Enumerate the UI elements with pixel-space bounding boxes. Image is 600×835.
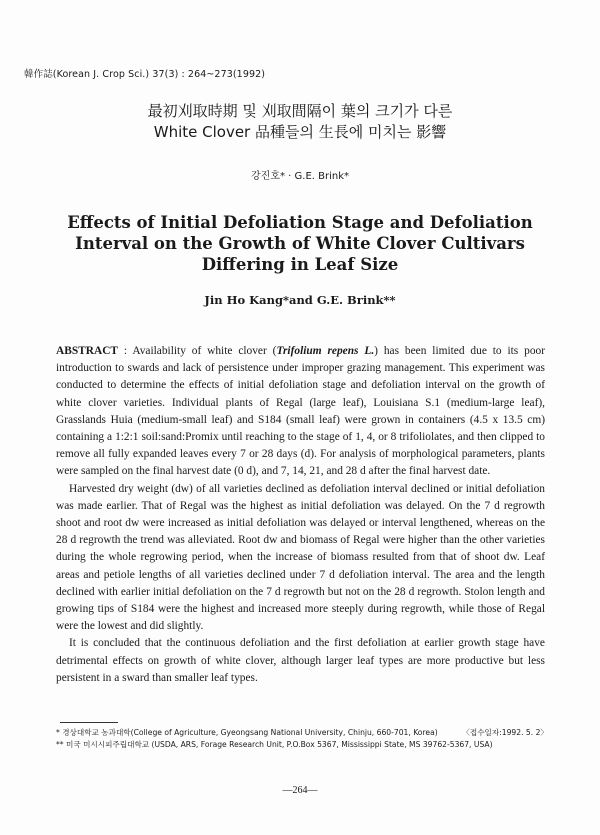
footnote-1: [56, 727, 548, 738]
abstract-p1-rest: ) has been limited due to its poor introduction to swards and lack of persistence under improper grazing management. This experiment was conducted to determine the effects of initial defoliation stage and defoliation interval on the growth of white clover varieties. Individual plants of Regal (large leaf), Louisiana S.1 (medium-large leaf), Grasslands Huia (medium-small leaf) and S184 (small leaf) were grown in containers (4.5 x 13.5 cm) containing a 1:2:1 soil:sand:Promix until reaching to the stage of 1, 4, or 8 trifoliolates, and then clipped to remove all fully expanded leaves every 7 or 28 days (d). For analysis of morphological parameters, plants were sampled on the final harvest date (0 d), and 7, 14, 21, and 28 d after the final harvest date.: [56, 345, 545, 478]
scientific-name: Trifolium repens L.: [276, 345, 375, 357]
english-title-line1: Effects of Initial Defoliation Stage and Defoliation: [67, 213, 533, 232]
footnote-2: ** 미국 미시시피주립대학교 (USDA, ARS, Forage Research Unit, P.O.Box 5367, Mississippi State, MS 39762-5367, USA): [56, 740, 493, 749]
footnote-divider: [60, 722, 118, 723]
korean-title-line2: White Clover 品種들의 生長에 미치는 影響: [153, 123, 447, 141]
abstract-p1-start: Availability of white clover (: [132, 345, 277, 357]
english-title-line3: Differing in Leaf Size: [201, 255, 399, 274]
received-date: 〈접수일자:1992. 5. 2〉: [462, 728, 548, 737]
page-number: —264—: [282, 785, 318, 796]
abstract-paragraph-3: It is concluded that the continuous defoliation and the first defoliation at earlier growth stage have detrimental effects on growth of white clover, although larger leaf types are more productive but less persistent in a sward than smaller leaf types.: [56, 637, 545, 684]
footnote-1-affiliation: * 경상대학교 농과대학(College of Agriculture, Gyeongsang National University, Chinju, 660-701, Korea): [56, 728, 438, 737]
journal-citation: 韓作誌(Korean J. Crop Sci.) 37(3) : 264~273(1992): [24, 69, 266, 80]
abstract-label: ABSTRACT: [56, 345, 119, 357]
abstract-separator: :: [118, 345, 133, 357]
korean-authors: 강진호* · G.E. Brink*: [251, 171, 349, 182]
abstract-paragraph-2: Harvested dry weight (dw) of all varieties declined as defoliation interval declined or initial defoliation was made earlier. That of Regal was the highest as initial defoliation was delayed. On the 7 d regrowth shoot and root dw were increased as initial defoliation was delayed or interval lengthened, whereas on the 28 d regrowth the trend was alleviated. Root dw and biomass of Regal were higher than the other varieties during the whole regrowing period, when the increase of biomass resulted from that of shoot dw. Leaf areas and petiole lengths of all varieties declined under 7 d defoliation interval. The area and the length declined with earlier initial defoliation on the 7 d regrowth but not on the 28 d regrowth. Stolon length and growing tips of S184 were the highest and increased more steeply during regrowth, while those of Regal were the lowest and did slightly.: [56, 482, 545, 633]
korean-title-line1: 最初刈取時期 및 刈取間隔이 葉의 크기가 다른: [147, 102, 453, 120]
abstract-paragraph-1: [56, 343, 545, 481]
english-title-line2: Interval on the Growth of White Clover Cultivars: [75, 234, 525, 253]
english-authors: Jin Ho Kang*and G.E. Brink**: [204, 293, 396, 307]
abstract: [56, 343, 545, 687]
